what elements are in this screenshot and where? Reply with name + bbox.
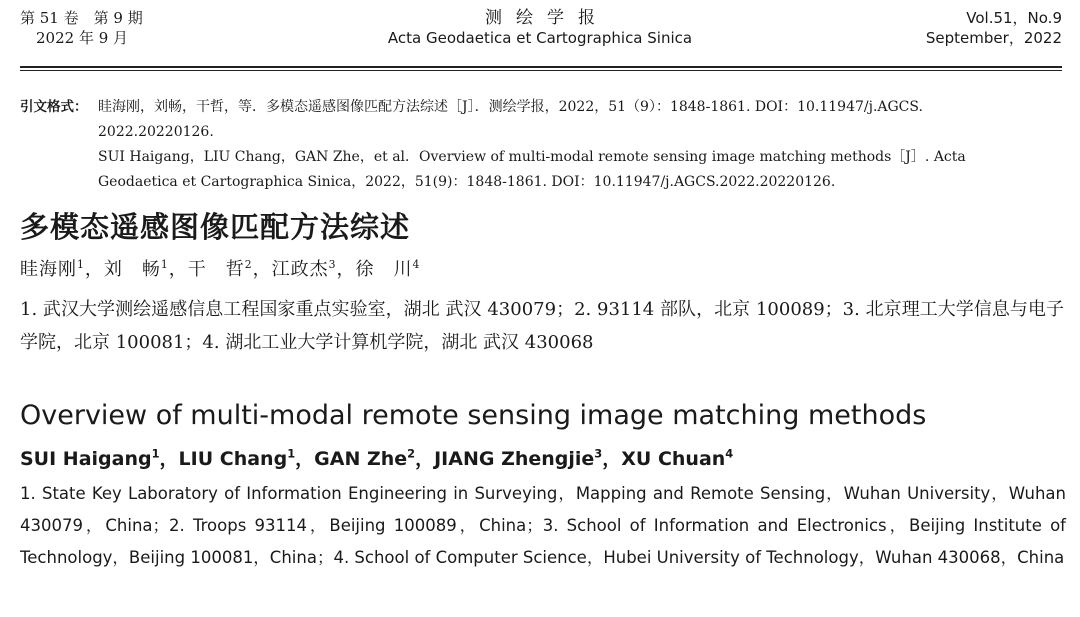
author-separator: ，: [159, 448, 179, 470]
journal-header: [0, 8, 1080, 48]
author-name: 江政杰: [271, 259, 329, 280]
affiliations-cn: 1. 武汉大学测绘遥感信息工程国家重点实验室，湖北 武汉 430079；2. 93114 部队，北京 100089；3. 北京理工大学信息与电子学院，北京 100081；4. 湖北工业大学计算机学院，湖北 武汉 430068: [20, 299, 1064, 353]
author-affil-mark: 3: [594, 446, 603, 461]
author-separator: ，: [252, 259, 272, 280]
date-cn: 2022 年 9 月: [36, 29, 129, 47]
author-affil-mark: 1: [151, 446, 160, 461]
author-affil-mark: 2: [407, 446, 416, 461]
author-name: XU Chuan: [621, 448, 726, 470]
author-affil-mark: 4: [412, 258, 421, 271]
author-name: GAN Zhe: [314, 448, 408, 470]
header-right: [926, 8, 1062, 48]
journal-name-cn: 测绘学报: [485, 8, 609, 28]
author-list-en: [20, 444, 733, 471]
volume-issue-en: Vol.51，No.9: [966, 9, 1062, 27]
header-rule-thin: [20, 70, 1062, 71]
author-name: 徐 川: [355, 259, 413, 280]
paper-title-cn: 多模态遥感图像匹配方法综述: [20, 210, 411, 244]
citation-cn: 眭海刚，刘畅，干哲，等．多模态遥感图像匹配方法综述［J］．测绘学报，2022，51（9）：1848-1861. DOI：10.11947/j.AGCS.: [98, 99, 923, 115]
volume-issue-cn: 第 51 卷 第 9 期: [20, 9, 143, 27]
citation-en-line2: Geodaetica et Cartographica Sinica，2022，51(9)：1848-1861. DOI：10.11947/j.AGCS.2022.20220126.: [98, 174, 836, 190]
author-separator: ，: [415, 448, 435, 470]
author-affil-mark: 1: [77, 258, 85, 271]
author-name: 眭海刚: [20, 259, 77, 280]
author-name: 刘 畅: [103, 259, 161, 280]
author-name: SUI Haigang: [20, 448, 152, 470]
paper-title-en: Overview of multi-modal remote sensing image matching methods: [20, 400, 927, 431]
header-rule-thick: [20, 66, 1062, 68]
author-affil-mark: 1: [160, 258, 169, 271]
citation-cn-cont: 2022.20220126.: [98, 124, 214, 140]
date-en: September，2022: [925, 29, 1062, 47]
author-affil-mark: 4: [725, 446, 734, 461]
author-list-cn: [20, 255, 420, 281]
affiliations-en: 1. State Key Laboratory of Information Engineering in Surveying，Mapping and Remote Sensing，Wuhan University，Wuhan 430079，China；2. Troops 93114，Beijing 100089，China；3. School of Information and Electronics，Beijing Institute of Technology，Beijing 100081，China；4. School of Computer Science，Hubei University of Technology，Wuhan 430068，China: [20, 484, 1066, 567]
citation-block: [20, 95, 1066, 195]
author-separator: ，: [295, 448, 315, 470]
header-center: [0, 8, 1080, 48]
journal-name-en: Acta Geodaetica et Cartographica Sinica: [387, 29, 693, 47]
author-name: 干 哲: [187, 259, 245, 280]
author-affil-mark: 3: [328, 258, 337, 271]
citation-label: 引文格式：: [20, 99, 88, 115]
author-separator: ，: [84, 259, 104, 280]
author-name: JIANG Zhengjie: [434, 448, 595, 470]
author-separator: ，: [602, 448, 622, 470]
author-name: LIU Chang: [178, 448, 288, 470]
author-affil-mark: 1: [287, 446, 296, 461]
author-separator: ，: [168, 259, 188, 280]
citation-en-line1: SUI Haigang，LIU Chang，GAN Zhe，et al．Overview of multi-modal remote sensing image matching methods［J］. Acta: [98, 149, 966, 165]
author-affil-mark: 2: [244, 258, 253, 271]
author-separator: ，: [336, 259, 356, 280]
